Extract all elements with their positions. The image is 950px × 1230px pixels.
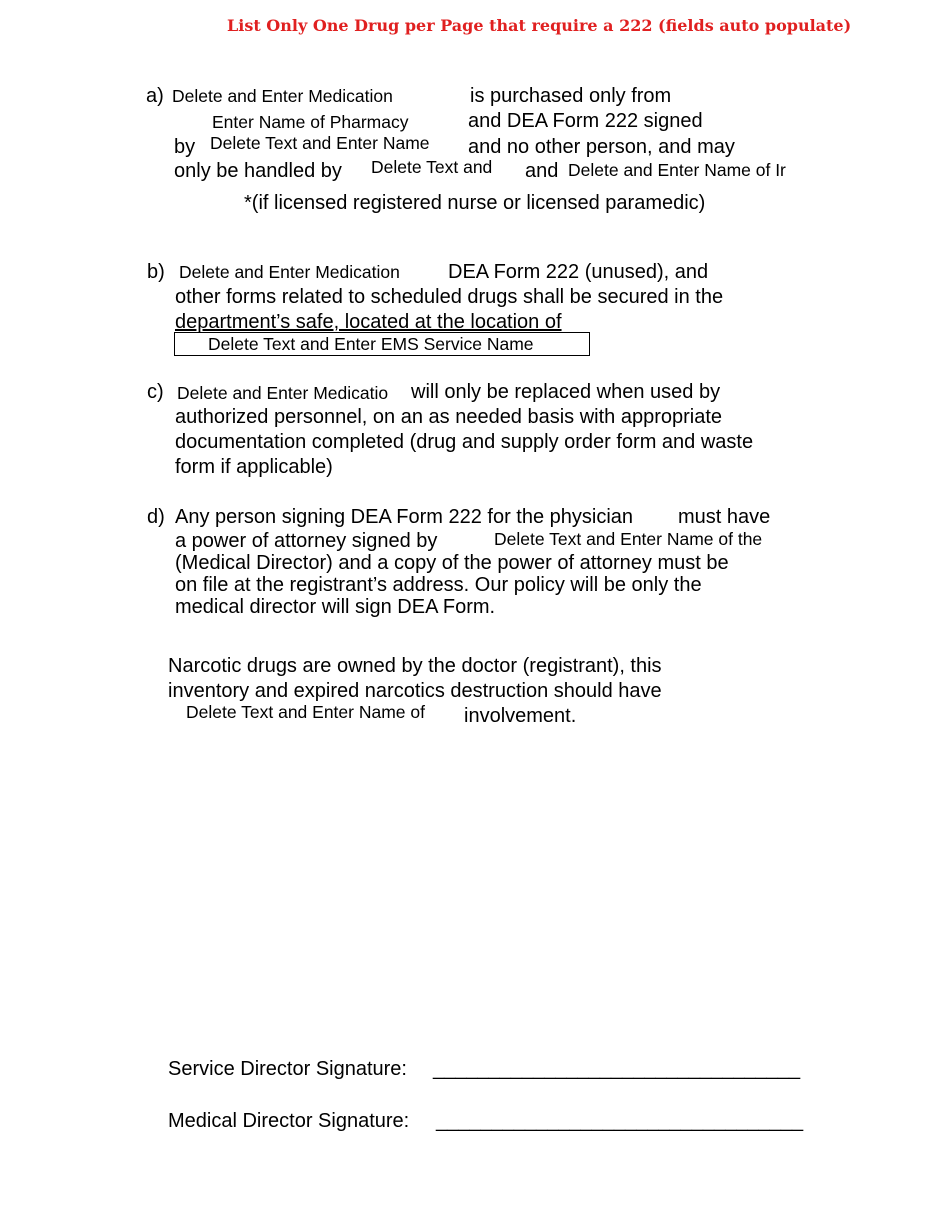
service-director-signature-line[interactable]: _________________________________ xyxy=(433,1058,801,1080)
section-d-text-1b: must have xyxy=(678,506,771,528)
section-b-marker: b) xyxy=(147,261,165,283)
section-d-name-field[interactable]: Delete Text and Enter Name of the xyxy=(494,529,763,549)
section-a-handler-field[interactable]: Delete Text and xyxy=(371,157,493,177)
section-d-text-4: on file at the registrant’s address. Our policy will be only the xyxy=(175,574,702,596)
section-b-text-2: other forms related to scheduled drugs shall be secured in the xyxy=(175,286,724,308)
service-director-label: Service Director Signature: xyxy=(168,1058,407,1080)
section-c-text-1: will only be replaced when used by xyxy=(411,381,721,403)
section-a-by: by xyxy=(174,136,196,158)
section-a-marker: a) xyxy=(146,85,164,107)
narcotic-text-1: Narcotic drugs are owned by the doctor (registrant), this xyxy=(168,655,662,677)
section-a-note: *(if licensed registered nurse or licensed paramedic) xyxy=(244,192,706,214)
section-c-text-3: documentation completed (drug and supply order form and waste xyxy=(175,431,754,453)
section-d-text-2: a power of attorney signed by xyxy=(175,530,438,552)
section-d-text-3: (Medical Director) and a copy of the power of attorney must be xyxy=(175,552,729,574)
narcotic-text-2: inventory and expired narcotics destruction should have xyxy=(168,680,662,702)
section-c-text-2: authorized personnel, on an as needed basis with appropriate xyxy=(175,406,723,428)
section-a-and: and xyxy=(525,160,559,182)
section-a-signer-field[interactable]: Delete Text and Enter Name xyxy=(210,133,430,153)
section-b-text-1: DEA Form 222 (unused), and xyxy=(448,261,709,283)
section-c-text-4: form if applicable) xyxy=(175,456,333,478)
section-b-text-3: department’s safe, located at the location of xyxy=(175,311,562,333)
narcotic-text-3: involvement. xyxy=(464,705,577,727)
section-c-marker: c) xyxy=(147,381,164,403)
section-c-medication-field[interactable]: Delete and Enter Medicatio xyxy=(177,383,389,403)
medical-director-label: Medical Director Signature: xyxy=(168,1110,410,1132)
section-d-marker: d) xyxy=(147,506,165,528)
section-a-pharmacy-field[interactable]: Enter Name of Pharmacy xyxy=(212,112,409,132)
narcotic-name-field[interactable]: Delete Text and Enter Name of xyxy=(186,702,425,722)
medical-director-signature-line[interactable]: _________________________________ xyxy=(436,1110,804,1132)
section-b-service-field[interactable]: Delete Text and Enter EMS Service Name xyxy=(174,332,590,356)
section-a-text-1: is purchased only from xyxy=(470,85,672,107)
section-d-text-5: medical director will sign DEA Form. xyxy=(175,596,496,618)
section-a-text-2: and DEA Form 222 signed xyxy=(468,110,703,132)
page-banner: List Only One Drug per Page that require a 222 (fields auto populate) xyxy=(227,16,852,35)
section-a-medication-field[interactable]: Delete and Enter Medication xyxy=(172,86,393,106)
section-a-other-field[interactable]: Delete and Enter Name of Ir xyxy=(568,160,786,180)
section-a-text-4: only be handled by xyxy=(174,160,342,182)
section-a-text-3: and no other person, and may xyxy=(468,136,735,158)
section-d-text-1: Any person signing DEA Form 222 for the physician xyxy=(175,506,634,528)
section-b-medication-field[interactable]: Delete and Enter Medication xyxy=(179,262,400,282)
